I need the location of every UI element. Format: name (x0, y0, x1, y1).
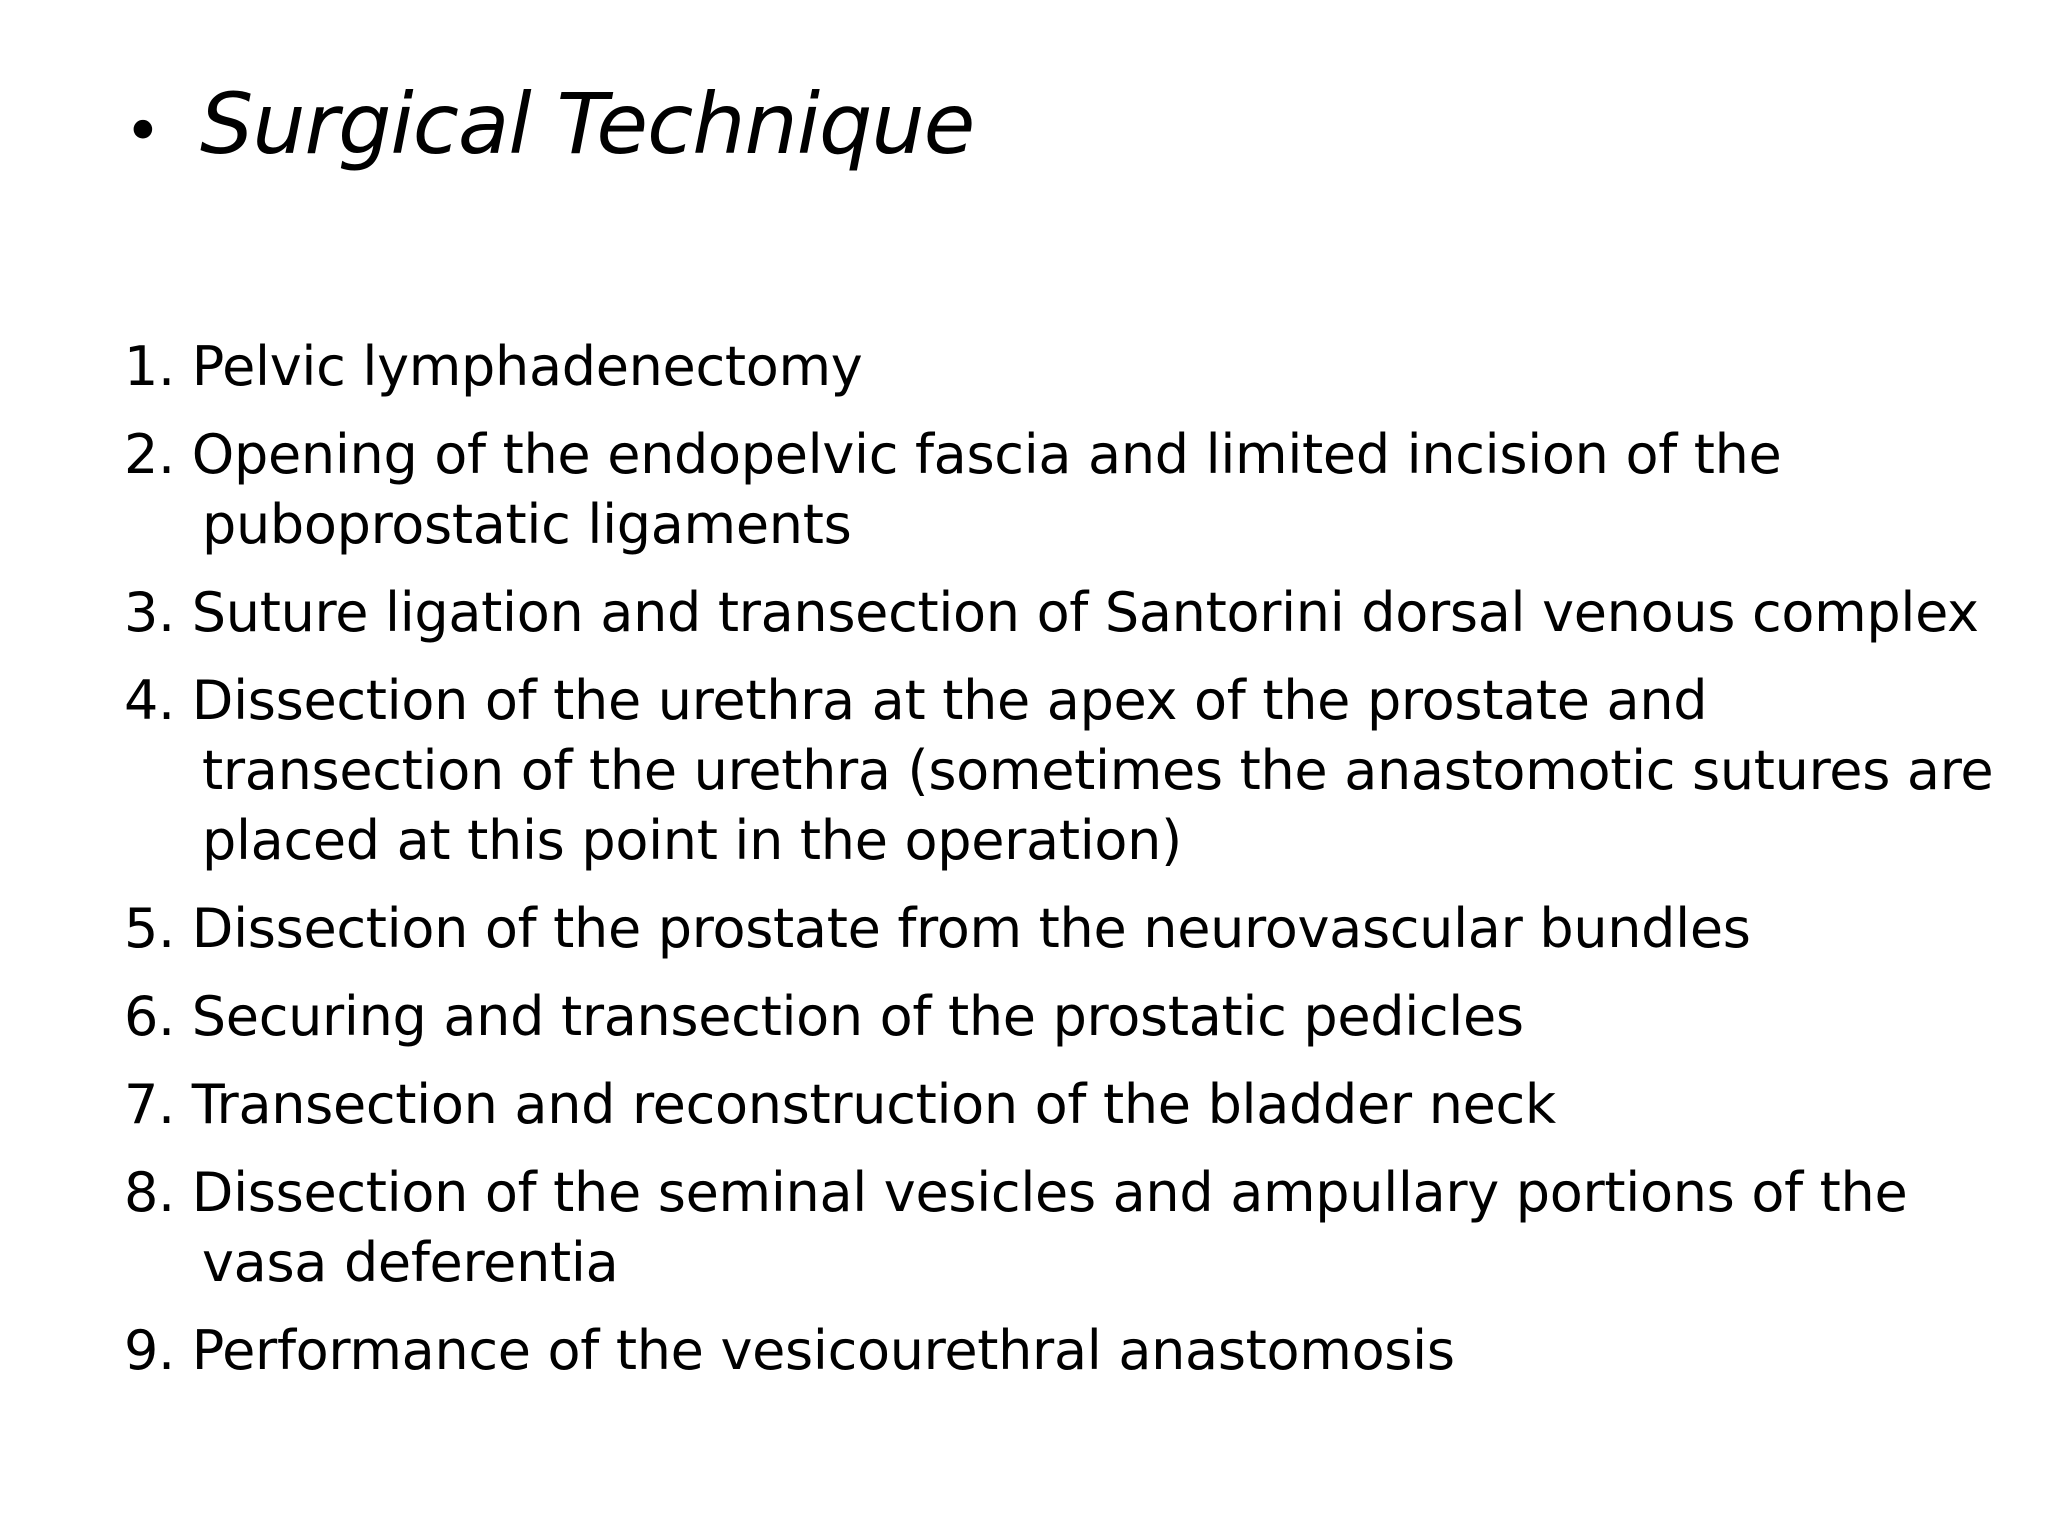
step-text: Dissection of the prostate from the neurovascular bundles (191, 897, 1751, 960)
step-item (124, 982, 2004, 1052)
step-item (124, 894, 2004, 964)
step-number: 6. (124, 985, 192, 1048)
step-number: 3. (124, 581, 192, 644)
step-item (124, 1070, 2004, 1140)
step-item (124, 1316, 2004, 1386)
step-item (124, 666, 2004, 876)
slide-title-row (124, 75, 975, 173)
step-item (124, 1158, 2004, 1298)
step-item (124, 332, 2004, 402)
step-text: Opening of the endopelvic fascia and limited incision of the puboprostatic ligaments (191, 423, 1782, 556)
step-number: 4. (124, 669, 192, 732)
step-number: 2. (124, 423, 192, 486)
slide-title: Surgical Technique (200, 75, 975, 173)
step-number: 8. (124, 1161, 192, 1224)
step-text: Dissection of the urethra at the apex of the prostate and transection of the urethra (sometimes the anastomotic sutures are placed at this point in the operation) (191, 669, 1994, 872)
step-number: 7. (124, 1073, 192, 1136)
step-number: 9. (124, 1319, 192, 1382)
step-text: Securing and transection of the prostatic pedicles (191, 985, 1524, 1048)
steps-list (124, 332, 2004, 1404)
bullet-icon: • (124, 95, 162, 169)
step-text: Transection and reconstruction of the bladder neck (191, 1073, 1556, 1136)
step-number: 5. (124, 897, 192, 960)
step-text: Suture ligation and transection of Santorini dorsal venous complex (191, 581, 1979, 644)
step-item (124, 578, 2004, 648)
step-number: 1. (124, 335, 192, 398)
step-item (124, 420, 2004, 560)
step-text: Performance of the vesicourethral anastomosis (191, 1319, 1455, 1382)
step-text: Pelvic lymphadenectomy (191, 335, 863, 398)
step-text: Dissection of the seminal vesicles and ampullary portions of the vasa deferentia (191, 1161, 1908, 1294)
